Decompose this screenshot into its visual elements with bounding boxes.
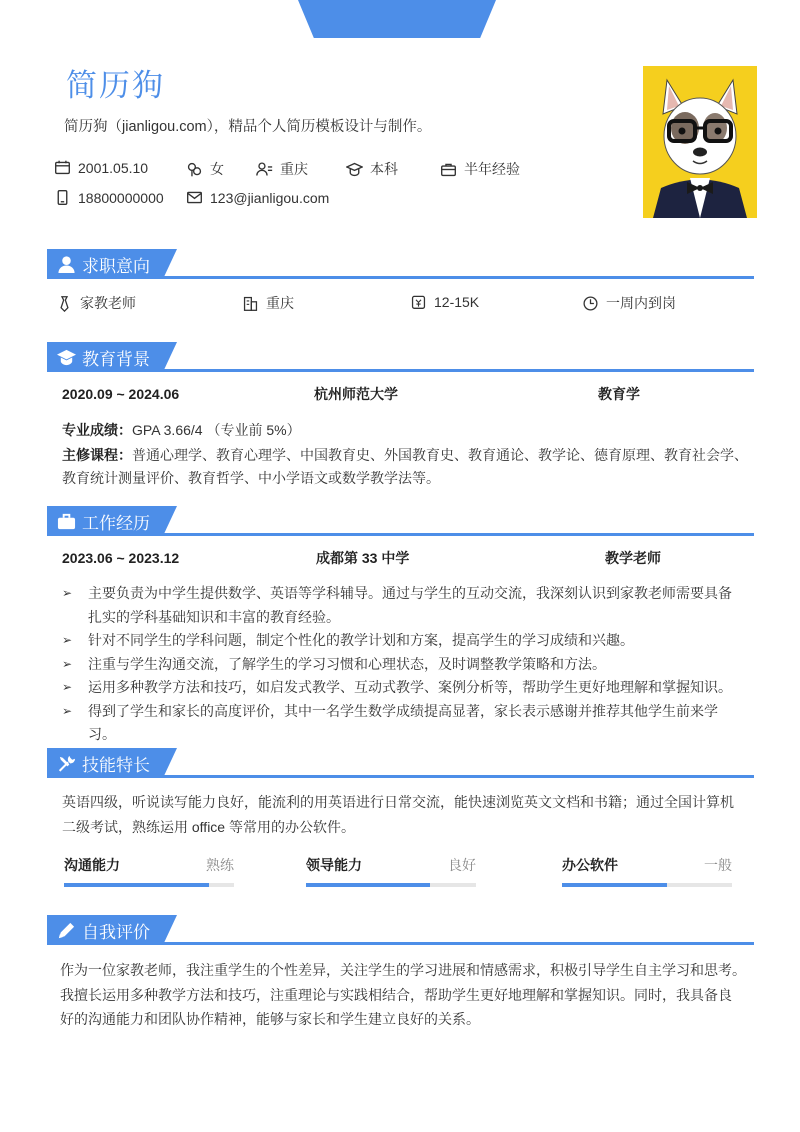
list-item: ➢ 主要负责为中学生提供数学、英语等学科辅导。通过与学生的互动交流，我深刻认识到家教老师需要具备: [62, 582, 742, 606]
section-title-job-intent: 求职意向: [47, 249, 163, 279]
work-role: 教学老师: [605, 550, 661, 566]
location-value: 重庆: [280, 161, 308, 177]
mail-icon: [186, 189, 203, 206]
section-work: [47, 506, 754, 536]
location-item: [256, 159, 308, 179]
edu-major: 教育学: [598, 386, 640, 402]
work-period: 2023.06 ~ 2023.12: [62, 550, 180, 566]
briefcase-icon: [440, 161, 457, 178]
candidate-name: 简历狗: [66, 68, 165, 103]
arrow-icon: ➢: [62, 656, 73, 671]
arrow-icon: ➢: [62, 680, 73, 694]
intent-salary: 12-15K: [410, 293, 479, 310]
skill-bar-fill: [64, 883, 209, 887]
self-eval-3: 好的沟通能力和团队协作精神，能够与家长和学生建立良好的关系。: [60, 1011, 480, 1027]
phone-value: 18800000000: [78, 189, 164, 206]
edu-school: 杭州师范大学: [314, 386, 398, 402]
self-eval-2: 我擅长运用多种教学方法和技巧，注重理论与实践相结合，帮助学生更好地理解和掌握知识。同时，我具备良: [60, 987, 732, 1003]
email-item: [186, 189, 329, 206]
section-title-work: 工作经历: [47, 506, 163, 536]
phone-item: [54, 189, 164, 206]
birth-item: [54, 159, 148, 176]
section-title-education: 教育背景: [47, 342, 163, 372]
gender-item: [186, 159, 224, 179]
calendar-icon: [54, 159, 71, 176]
section-self-eval: [47, 915, 754, 945]
list-item: ➢ 注重与学生沟通交流，了解学生的学习习惯和心理状态，及时调整教学策略和方法。: [62, 653, 742, 677]
work-bullets: [62, 582, 742, 747]
list-item: ➢ 运用多种教学方法和技巧，如启发式教学、互动式教学、案例分析等，帮助学生更好地理解和掌握知识。: [62, 676, 742, 700]
birth-value: 2001.05.10: [78, 159, 149, 176]
list-item-cont: 扎实的学科基础知识和丰富的教育经验。: [88, 608, 340, 625]
gender-icon: [186, 161, 203, 178]
intent-city: 重庆: [242, 293, 294, 313]
user-icon: [57, 255, 76, 274]
profile-photo: [643, 66, 757, 218]
self-eval-1: 作为一位家教老师，我注重学生的个性差异，关注学生的学习进展和情感需求，积极引导学生自主学习和思考。: [60, 962, 746, 978]
section-education: [47, 342, 754, 372]
section-title-skills: 技能特长: [47, 748, 163, 778]
experience-item: [440, 159, 520, 179]
tagline: 简历狗（jianligou.com），精品个人简历模板设计与制作。: [64, 119, 432, 135]
tie-icon: [56, 295, 73, 312]
work-company: 成都第 33 中学: [316, 550, 410, 566]
clock-icon: [582, 295, 599, 312]
section-skills: [47, 748, 754, 778]
wallet-icon: [410, 293, 427, 310]
intent-position: 家教老师: [56, 293, 136, 313]
user-location-icon: [256, 161, 273, 178]
experience-value: 半年经验: [464, 161, 520, 177]
phone-icon: [54, 189, 71, 206]
arrow-icon: ➢: [62, 633, 73, 647]
education-value: 本科: [370, 161, 398, 177]
list-item: ➢ 得到了学生和家长的高度评价，其中一名学生数学成绩提高显著，家长表示感谢并推荐其他学生前来学习。: [62, 700, 742, 747]
list-item: ➢ 针对不同学生的学科问题，制定个性化的教学计划和方案，提高学生的学习成绩和兴趣。: [62, 629, 742, 653]
gender-value: 女: [210, 161, 224, 177]
edu-period: 2020.09 ~ 2024.06: [62, 386, 180, 402]
skill-bar: [306, 883, 476, 887]
top-decor-tab: [298, 0, 496, 38]
skill-bar: [562, 883, 732, 887]
edu-courses: 主修课程：普通心理学、教育心理学、中国教育史、外国教育史、教育通论、教学论、德育原理、教育社会学、: [62, 447, 748, 463]
skill-bar: [64, 883, 234, 887]
briefcase-icon: [57, 512, 76, 531]
arrow-icon: ➢: [62, 703, 73, 718]
graduation-cap-icon: [346, 161, 363, 178]
edu-score: 专业成绩：GPA 3.66/4 （专业前 5%）: [62, 422, 301, 438]
graduation-cap-icon: [57, 348, 76, 367]
section-title-self-eval: 自我评价: [47, 915, 163, 945]
edu-courses-cont: 教育统计测量评价、教育哲学、中小学语文或数学教学法等。: [62, 470, 440, 486]
education-item: [346, 159, 398, 179]
skill-bar-fill: [306, 883, 430, 887]
building-icon: [242, 295, 259, 312]
dog-avatar-icon: [643, 66, 757, 218]
pen-icon: [57, 921, 76, 940]
skills-desc-2: 二级考试，熟练运用 office 等常用的办公软件。: [62, 819, 355, 835]
skill-bar-fill: [562, 883, 667, 887]
arrow-icon: ➢: [62, 586, 73, 600]
tools-icon: [57, 754, 76, 773]
section-job-intent: [47, 249, 754, 279]
intent-availability: 一周内到岗: [582, 293, 676, 313]
email-value: 123@jianligou.com: [210, 189, 330, 206]
skills-desc-1: 英语四级，听说读写能力良好，能流利的用英语进行日常交流，能快速浏览英文文档和书籍；通过全国计算机: [62, 794, 734, 810]
